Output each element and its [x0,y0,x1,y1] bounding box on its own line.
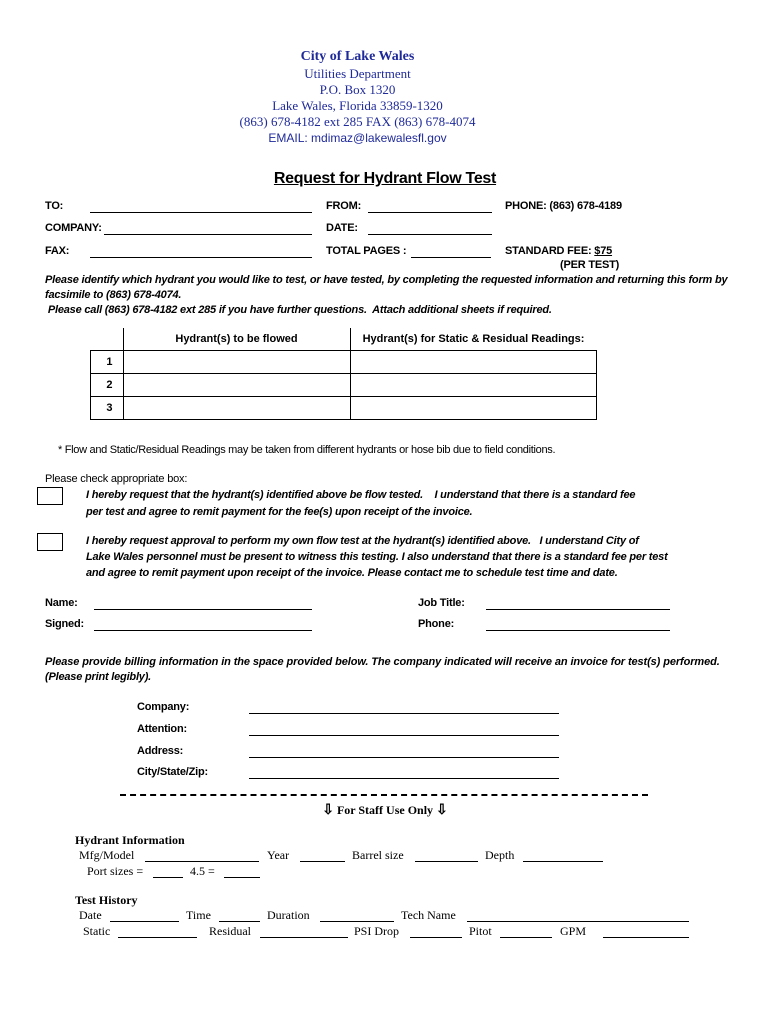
staff-divider [120,794,648,796]
option-2-line-3: and agree to remit payment upon receipt of the invoice. Please contact me to schedule test time and date. [86,567,618,579]
instructions-line-3: Please call (863) 678-4182 ext 285 if you have further questions. Attach additional sheets if required. [45,304,552,316]
pitot-label: Pitot [469,924,492,938]
phone-field[interactable] [486,630,670,631]
multiplier-label: 4.5 = [190,864,215,878]
billing-address-label: Address: [137,745,184,757]
billing-address-field[interactable] [249,757,559,758]
static-residual-cell-3[interactable] [350,397,597,420]
hydrant-info-heading: Hydrant Information [75,833,185,847]
table-row [91,397,597,420]
time-label: Time [186,908,211,922]
row-number: 1 [91,351,124,374]
letterhead [0,48,715,146]
billing-company-label: Company: [137,701,190,713]
static-residual-cell-1[interactable] [350,351,597,374]
static-residual-cell-2[interactable] [350,374,597,397]
billing-attention-label: Attention: [137,723,187,735]
standard-fee-value: $75 [594,245,613,257]
table-row [91,351,597,374]
phone-fax-line: (863) 678-4182 ext 285 FAX (863) 678-4074 [239,114,476,129]
test-history-heading: Test History [75,893,138,907]
barrel-size-field[interactable] [415,861,478,862]
billing-attention-field[interactable] [249,735,559,736]
static-field[interactable] [118,937,197,938]
date-field[interactable] [368,234,492,235]
port-sizes-field[interactable] [153,877,183,878]
barrel-size-label: Barrel size [352,848,404,862]
to-label: TO: [45,200,64,212]
static-label: Static [83,924,111,938]
date-field-staff[interactable] [110,921,179,922]
billing-company-field[interactable] [249,713,559,714]
duration-label: Duration [267,908,310,922]
company-label: COMPANY: [45,222,102,234]
phone-label-signature: Phone: [418,618,455,630]
row-number: 3 [91,397,124,420]
depth-label: Depth [485,848,515,862]
signed-label: Signed: [45,618,84,630]
table-header-row [91,328,597,351]
year-label: Year [267,848,290,862]
job-title-field[interactable] [486,609,670,610]
standard-fee [505,245,612,257]
email-line: EMAIL: mdimaz@lakewalesfl.gov [268,131,447,145]
residual-label: Residual [209,924,251,938]
field-conditions-note: * Flow and Static/Residual Readings may be taken from different hydrants or hose bib due to field conditions. [58,444,556,456]
table-row [91,374,597,397]
mfg-model-field[interactable] [145,861,259,862]
option-2-checkbox[interactable] [37,533,63,551]
standard-fee-label: STANDARD FEE: [505,245,595,257]
tech-name-label: Tech Name [401,908,456,922]
company-field[interactable] [104,234,312,235]
job-title-label: Job Title: [418,597,465,609]
from-field[interactable] [368,212,492,213]
hydrant-table [90,328,597,420]
year-field[interactable] [300,861,345,862]
total-pages-label: TOTAL PAGES : [326,245,407,257]
name-label: Name: [45,597,78,609]
option-1-checkbox[interactable] [37,487,63,505]
table-corner [91,328,124,351]
psi-drop-field[interactable] [410,937,462,938]
tech-name-field[interactable] [467,921,689,922]
time-field[interactable] [219,921,260,922]
mfg-model-label: Mfg/Model [79,848,135,862]
form-title: Request for Hydrant Flow Test [273,170,497,187]
signed-field[interactable] [94,630,312,631]
duration-field[interactable] [320,921,394,922]
option-2-line-2: Lake Wales personnel must be present to witness this testing. I also understand that there is a standard fee per test [86,551,668,563]
city-name: City of Lake Wales [300,49,415,64]
hydrant-flowed-cell-3[interactable] [123,397,350,420]
fax-label: FAX: [45,245,70,257]
checkbox-prompt: Please check appropriate box: [45,473,188,485]
multiplier-field[interactable] [224,877,260,878]
address-line: Lake Wales, Florida 33859-1320 [272,98,443,113]
gpm-field[interactable] [603,937,689,938]
hydrant-flowed-cell-2[interactable] [123,374,350,397]
department-name: Utilities Department [304,66,411,81]
col-static-residual: Hydrant(s) for Static & Residual Readings: [350,328,597,351]
pitot-field[interactable] [500,937,552,938]
port-sizes-label: Port sizes = [87,864,144,878]
instructions-line-2: facsimile to (863) 678-4074. [45,289,182,301]
option-1-line-1: I hereby request that the hydrant(s) identified above be flow tested. I understand that there is a standard fee [86,489,636,501]
billing-city-field[interactable] [249,778,559,779]
option-1-line-2: per test and agree to remit payment for the fee(s) upon receipt of the invoice. [86,506,473,518]
date-label-staff: Date [79,908,102,922]
gpm-label: GPM [560,924,587,938]
phone-label: PHONE: (863) 678-4189 [505,200,622,212]
name-field[interactable] [94,609,312,610]
po-box: P.O. Box 1320 [319,82,396,97]
col-hydrants-flowed: Hydrant(s) to be flowed [123,328,350,351]
fax-field[interactable] [90,257,312,258]
down-arrow-icon: ⇩ [322,803,334,818]
depth-field[interactable] [523,861,603,862]
option-2-line-1: I hereby request approval to perform my own flow test at the hydrant(s) identified above. I understand City of [86,535,639,547]
residual-field[interactable] [260,937,348,938]
row-number: 2 [91,374,124,397]
total-pages-field[interactable] [411,257,491,258]
psi-drop-label: PSI Drop [354,924,400,938]
to-field[interactable] [90,212,312,213]
per-test-label: (PER TEST) [560,259,620,271]
down-arrow-icon: ⇩ [436,803,448,818]
hydrant-flowed-cell-1[interactable] [123,351,350,374]
instructions-line-1: Please identify which hydrant you would like to test, or have tested, by completing the requested information and returning this form by [45,274,728,286]
billing-city-label: City/State/Zip: [137,766,208,778]
billing-instructions-line-1: Please provide billing information in the space provided below. The company indicated will receive an invoice for test(s) performed. [45,656,720,668]
staff-use-heading [0,802,770,819]
billing-instructions-line-2: (Please print legibly). [45,671,152,683]
from-label: FROM: [326,200,362,212]
staff-use-title: For Staff Use Only [336,803,434,817]
date-label: DATE: [326,222,358,234]
